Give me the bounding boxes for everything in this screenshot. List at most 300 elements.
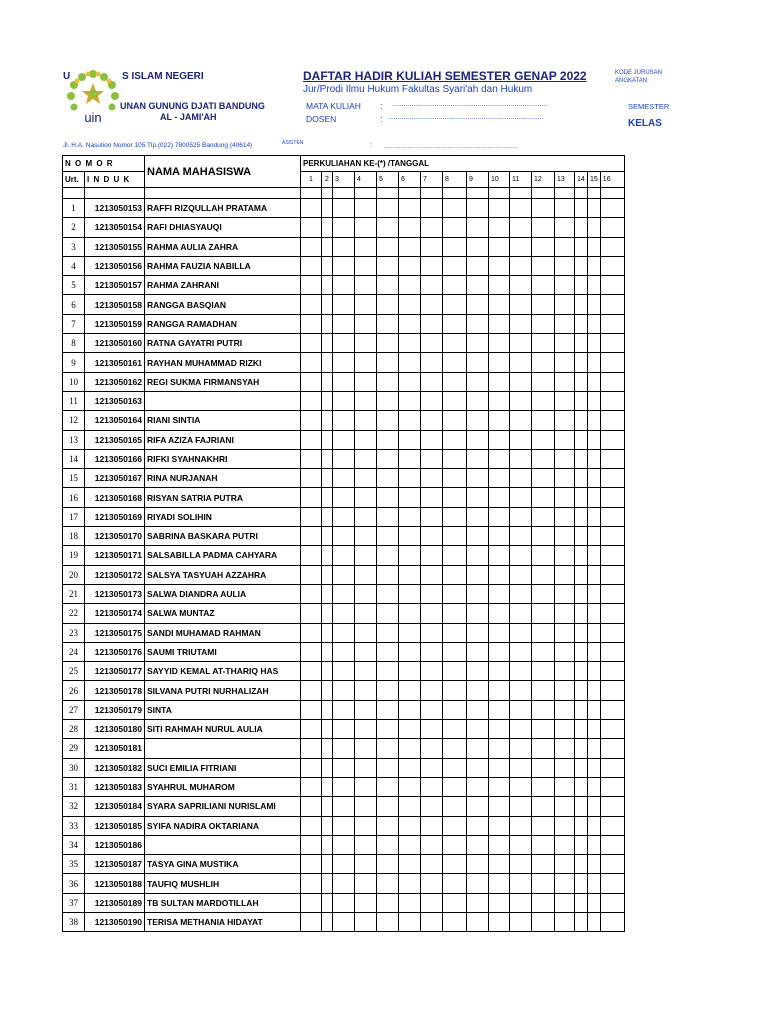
attendance-cell[interactable] bbox=[489, 276, 510, 295]
attendance-cell[interactable] bbox=[333, 623, 355, 642]
attendance-cell[interactable] bbox=[510, 488, 532, 507]
attendance-cell[interactable] bbox=[555, 565, 575, 584]
attendance-cell[interactable] bbox=[588, 353, 601, 372]
attendance-cell[interactable] bbox=[588, 507, 601, 526]
attendance-cell[interactable] bbox=[510, 372, 532, 391]
attendance-cell[interactable] bbox=[489, 797, 510, 816]
attendance-cell[interactable] bbox=[333, 758, 355, 777]
attendance-cell[interactable] bbox=[510, 758, 532, 777]
attendance-cell[interactable] bbox=[421, 411, 443, 430]
attendance-cell[interactable] bbox=[555, 314, 575, 333]
attendance-cell[interactable] bbox=[532, 199, 555, 218]
attendance-cell[interactable] bbox=[421, 565, 443, 584]
attendance-cell[interactable] bbox=[489, 334, 510, 353]
attendance-cell[interactable] bbox=[377, 256, 399, 275]
attendance-cell[interactable] bbox=[467, 681, 489, 700]
attendance-cell[interactable] bbox=[600, 642, 624, 661]
attendance-cell[interactable] bbox=[532, 874, 555, 893]
attendance-cell[interactable] bbox=[377, 604, 399, 623]
attendance-cell[interactable] bbox=[399, 565, 421, 584]
attendance-cell[interactable] bbox=[600, 623, 624, 642]
attendance-cell[interactable] bbox=[555, 912, 575, 931]
attendance-cell[interactable] bbox=[532, 449, 555, 468]
attendance-cell[interactable] bbox=[443, 777, 467, 796]
attendance-cell[interactable] bbox=[588, 893, 601, 912]
attendance-cell[interactable] bbox=[600, 488, 624, 507]
attendance-cell[interactable] bbox=[322, 777, 333, 796]
attendance-cell[interactable] bbox=[399, 527, 421, 546]
attendance-cell[interactable] bbox=[377, 449, 399, 468]
attendance-cell[interactable] bbox=[333, 430, 355, 449]
attendance-cell[interactable] bbox=[333, 295, 355, 314]
attendance-cell[interactable] bbox=[333, 199, 355, 218]
attendance-cell[interactable] bbox=[399, 256, 421, 275]
attendance-cell[interactable] bbox=[355, 565, 377, 584]
attendance-cell[interactable] bbox=[377, 276, 399, 295]
attendance-cell[interactable] bbox=[322, 604, 333, 623]
attendance-cell[interactable] bbox=[575, 391, 588, 410]
attendance-cell[interactable] bbox=[600, 681, 624, 700]
attendance-cell[interactable] bbox=[355, 430, 377, 449]
attendance-cell[interactable] bbox=[421, 256, 443, 275]
attendance-cell[interactable] bbox=[555, 835, 575, 854]
attendance-cell[interactable] bbox=[301, 758, 322, 777]
attendance-cell[interactable] bbox=[301, 546, 322, 565]
attendance-cell[interactable] bbox=[575, 758, 588, 777]
attendance-cell[interactable] bbox=[600, 276, 624, 295]
attendance-cell[interactable] bbox=[322, 488, 333, 507]
attendance-cell[interactable] bbox=[600, 912, 624, 931]
attendance-cell[interactable] bbox=[355, 372, 377, 391]
attendance-cell[interactable] bbox=[467, 565, 489, 584]
attendance-cell[interactable] bbox=[588, 739, 601, 758]
attendance-cell[interactable] bbox=[555, 874, 575, 893]
attendance-cell[interactable] bbox=[301, 912, 322, 931]
attendance-cell[interactable] bbox=[532, 295, 555, 314]
attendance-cell[interactable] bbox=[301, 681, 322, 700]
attendance-cell[interactable] bbox=[421, 662, 443, 681]
attendance-cell[interactable] bbox=[421, 816, 443, 835]
attendance-cell[interactable] bbox=[377, 411, 399, 430]
attendance-cell[interactable] bbox=[399, 893, 421, 912]
attendance-cell[interactable] bbox=[322, 912, 333, 931]
attendance-cell[interactable] bbox=[510, 334, 532, 353]
attendance-cell[interactable] bbox=[399, 855, 421, 874]
attendance-cell[interactable] bbox=[532, 758, 555, 777]
attendance-cell[interactable] bbox=[333, 469, 355, 488]
attendance-cell[interactable] bbox=[489, 449, 510, 468]
attendance-cell[interactable] bbox=[588, 276, 601, 295]
attendance-cell[interactable] bbox=[355, 662, 377, 681]
attendance-cell[interactable] bbox=[377, 797, 399, 816]
attendance-cell[interactable] bbox=[333, 334, 355, 353]
attendance-cell[interactable] bbox=[322, 314, 333, 333]
attendance-cell[interactable] bbox=[322, 237, 333, 256]
attendance-cell[interactable] bbox=[600, 430, 624, 449]
attendance-cell[interactable] bbox=[600, 604, 624, 623]
attendance-cell[interactable] bbox=[322, 855, 333, 874]
attendance-cell[interactable] bbox=[421, 797, 443, 816]
attendance-cell[interactable] bbox=[399, 835, 421, 854]
attendance-cell[interactable] bbox=[600, 411, 624, 430]
attendance-cell[interactable] bbox=[377, 623, 399, 642]
attendance-cell[interactable] bbox=[421, 739, 443, 758]
attendance-cell[interactable] bbox=[532, 797, 555, 816]
attendance-cell[interactable] bbox=[575, 546, 588, 565]
attendance-cell[interactable] bbox=[532, 739, 555, 758]
attendance-cell[interactable] bbox=[443, 276, 467, 295]
attendance-cell[interactable] bbox=[355, 199, 377, 218]
attendance-cell[interactable] bbox=[555, 893, 575, 912]
attendance-cell[interactable] bbox=[575, 739, 588, 758]
attendance-cell[interactable] bbox=[333, 816, 355, 835]
attendance-cell[interactable] bbox=[333, 739, 355, 758]
attendance-cell[interactable] bbox=[467, 912, 489, 931]
attendance-cell[interactable] bbox=[575, 835, 588, 854]
attendance-cell[interactable] bbox=[588, 372, 601, 391]
attendance-cell[interactable] bbox=[333, 681, 355, 700]
attendance-cell[interactable] bbox=[600, 835, 624, 854]
attendance-cell[interactable] bbox=[333, 777, 355, 796]
attendance-cell[interactable] bbox=[322, 449, 333, 468]
attendance-cell[interactable] bbox=[555, 546, 575, 565]
attendance-cell[interactable] bbox=[301, 276, 322, 295]
attendance-cell[interactable] bbox=[532, 700, 555, 719]
attendance-cell[interactable] bbox=[443, 874, 467, 893]
attendance-cell[interactable] bbox=[333, 584, 355, 603]
attendance-cell[interactable] bbox=[333, 391, 355, 410]
attendance-cell[interactable] bbox=[555, 218, 575, 237]
attendance-cell[interactable] bbox=[377, 874, 399, 893]
attendance-cell[interactable] bbox=[421, 295, 443, 314]
attendance-cell[interactable] bbox=[322, 218, 333, 237]
attendance-cell[interactable] bbox=[575, 527, 588, 546]
attendance-cell[interactable] bbox=[575, 681, 588, 700]
attendance-cell[interactable] bbox=[600, 662, 624, 681]
attendance-cell[interactable] bbox=[301, 623, 322, 642]
attendance-cell[interactable] bbox=[600, 218, 624, 237]
attendance-cell[interactable] bbox=[588, 449, 601, 468]
asisten-field[interactable]: ................................................................................ bbox=[384, 144, 518, 150]
attendance-cell[interactable] bbox=[443, 681, 467, 700]
attendance-cell[interactable] bbox=[600, 449, 624, 468]
attendance-cell[interactable] bbox=[467, 507, 489, 526]
attendance-cell[interactable] bbox=[355, 353, 377, 372]
attendance-cell[interactable] bbox=[322, 411, 333, 430]
attendance-cell[interactable] bbox=[467, 739, 489, 758]
attendance-cell[interactable] bbox=[467, 218, 489, 237]
attendance-cell[interactable] bbox=[301, 469, 322, 488]
attendance-cell[interactable] bbox=[588, 797, 601, 816]
attendance-cell[interactable] bbox=[399, 391, 421, 410]
attendance-cell[interactable] bbox=[467, 488, 489, 507]
attendance-cell[interactable] bbox=[588, 469, 601, 488]
attendance-cell[interactable] bbox=[333, 237, 355, 256]
attendance-cell[interactable] bbox=[555, 334, 575, 353]
attendance-cell[interactable] bbox=[399, 507, 421, 526]
attendance-cell[interactable] bbox=[355, 276, 377, 295]
attendance-cell[interactable] bbox=[600, 700, 624, 719]
attendance-cell[interactable] bbox=[421, 700, 443, 719]
attendance-cell[interactable] bbox=[377, 816, 399, 835]
attendance-cell[interactable] bbox=[443, 391, 467, 410]
attendance-cell[interactable] bbox=[421, 912, 443, 931]
attendance-cell[interactable] bbox=[322, 430, 333, 449]
attendance-cell[interactable] bbox=[421, 353, 443, 372]
attendance-cell[interactable] bbox=[555, 720, 575, 739]
attendance-cell[interactable] bbox=[510, 218, 532, 237]
attendance-cell[interactable] bbox=[489, 507, 510, 526]
attendance-cell[interactable] bbox=[322, 893, 333, 912]
attendance-cell[interactable] bbox=[322, 797, 333, 816]
attendance-cell[interactable] bbox=[575, 816, 588, 835]
attendance-cell[interactable] bbox=[555, 199, 575, 218]
attendance-cell[interactable] bbox=[555, 604, 575, 623]
attendance-cell[interactable] bbox=[355, 642, 377, 661]
attendance-cell[interactable] bbox=[555, 700, 575, 719]
attendance-cell[interactable] bbox=[588, 565, 601, 584]
attendance-cell[interactable] bbox=[489, 855, 510, 874]
attendance-cell[interactable] bbox=[575, 276, 588, 295]
attendance-cell[interactable] bbox=[555, 372, 575, 391]
attendance-cell[interactable] bbox=[301, 893, 322, 912]
dosen-field[interactable]: ................................................................................ bbox=[388, 114, 544, 121]
attendance-cell[interactable] bbox=[510, 295, 532, 314]
attendance-cell[interactable] bbox=[489, 353, 510, 372]
attendance-cell[interactable] bbox=[355, 469, 377, 488]
attendance-cell[interactable] bbox=[467, 295, 489, 314]
attendance-cell[interactable] bbox=[322, 662, 333, 681]
attendance-cell[interactable] bbox=[600, 797, 624, 816]
attendance-cell[interactable] bbox=[421, 449, 443, 468]
attendance-cell[interactable] bbox=[532, 777, 555, 796]
attendance-cell[interactable] bbox=[443, 507, 467, 526]
attendance-cell[interactable] bbox=[588, 700, 601, 719]
attendance-cell[interactable] bbox=[588, 912, 601, 931]
attendance-cell[interactable] bbox=[355, 700, 377, 719]
attendance-cell[interactable] bbox=[588, 604, 601, 623]
attendance-cell[interactable] bbox=[467, 662, 489, 681]
attendance-cell[interactable] bbox=[322, 835, 333, 854]
attendance-cell[interactable] bbox=[575, 874, 588, 893]
attendance-cell[interactable] bbox=[489, 604, 510, 623]
attendance-cell[interactable] bbox=[322, 256, 333, 275]
attendance-cell[interactable] bbox=[421, 237, 443, 256]
attendance-cell[interactable] bbox=[588, 584, 601, 603]
attendance-cell[interactable] bbox=[600, 565, 624, 584]
attendance-cell[interactable] bbox=[377, 739, 399, 758]
attendance-cell[interactable] bbox=[377, 391, 399, 410]
attendance-cell[interactable] bbox=[510, 565, 532, 584]
attendance-cell[interactable] bbox=[532, 334, 555, 353]
attendance-cell[interactable] bbox=[443, 295, 467, 314]
attendance-cell[interactable] bbox=[467, 893, 489, 912]
attendance-cell[interactable] bbox=[489, 565, 510, 584]
attendance-cell[interactable] bbox=[301, 584, 322, 603]
attendance-cell[interactable] bbox=[510, 720, 532, 739]
attendance-cell[interactable] bbox=[322, 546, 333, 565]
attendance-cell[interactable] bbox=[555, 527, 575, 546]
attendance-cell[interactable] bbox=[588, 295, 601, 314]
attendance-cell[interactable] bbox=[489, 430, 510, 449]
attendance-cell[interactable] bbox=[443, 314, 467, 333]
attendance-cell[interactable] bbox=[355, 720, 377, 739]
attendance-cell[interactable] bbox=[377, 662, 399, 681]
attendance-cell[interactable] bbox=[399, 411, 421, 430]
attendance-cell[interactable] bbox=[443, 739, 467, 758]
attendance-cell[interactable] bbox=[399, 199, 421, 218]
attendance-cell[interactable] bbox=[510, 816, 532, 835]
attendance-cell[interactable] bbox=[510, 874, 532, 893]
attendance-cell[interactable] bbox=[421, 623, 443, 642]
attendance-cell[interactable] bbox=[532, 835, 555, 854]
attendance-cell[interactable] bbox=[510, 199, 532, 218]
attendance-cell[interactable] bbox=[399, 237, 421, 256]
attendance-cell[interactable] bbox=[467, 758, 489, 777]
attendance-cell[interactable] bbox=[532, 469, 555, 488]
attendance-cell[interactable] bbox=[301, 642, 322, 661]
attendance-cell[interactable] bbox=[301, 314, 322, 333]
attendance-cell[interactable] bbox=[575, 604, 588, 623]
attendance-cell[interactable] bbox=[355, 855, 377, 874]
attendance-cell[interactable] bbox=[443, 700, 467, 719]
attendance-cell[interactable] bbox=[333, 546, 355, 565]
attendance-cell[interactable] bbox=[510, 855, 532, 874]
attendance-cell[interactable] bbox=[489, 584, 510, 603]
attendance-cell[interactable] bbox=[322, 565, 333, 584]
attendance-cell[interactable] bbox=[377, 237, 399, 256]
attendance-cell[interactable] bbox=[600, 584, 624, 603]
attendance-cell[interactable] bbox=[532, 411, 555, 430]
attendance-cell[interactable] bbox=[588, 662, 601, 681]
attendance-cell[interactable] bbox=[510, 623, 532, 642]
attendance-cell[interactable] bbox=[355, 218, 377, 237]
attendance-cell[interactable] bbox=[333, 353, 355, 372]
attendance-cell[interactable] bbox=[588, 835, 601, 854]
attendance-cell[interactable] bbox=[333, 372, 355, 391]
attendance-cell[interactable] bbox=[377, 546, 399, 565]
attendance-cell[interactable] bbox=[355, 739, 377, 758]
attendance-cell[interactable] bbox=[443, 855, 467, 874]
attendance-cell[interactable] bbox=[600, 739, 624, 758]
attendance-cell[interactable] bbox=[600, 469, 624, 488]
attendance-cell[interactable] bbox=[467, 430, 489, 449]
attendance-cell[interactable] bbox=[399, 546, 421, 565]
attendance-cell[interactable] bbox=[532, 565, 555, 584]
attendance-cell[interactable] bbox=[575, 797, 588, 816]
attendance-cell[interactable] bbox=[555, 777, 575, 796]
attendance-cell[interactable] bbox=[467, 623, 489, 642]
attendance-cell[interactable] bbox=[377, 353, 399, 372]
attendance-cell[interactable] bbox=[443, 353, 467, 372]
attendance-cell[interactable] bbox=[588, 623, 601, 642]
attendance-cell[interactable] bbox=[355, 295, 377, 314]
attendance-cell[interactable] bbox=[322, 276, 333, 295]
attendance-cell[interactable] bbox=[575, 353, 588, 372]
attendance-cell[interactable] bbox=[355, 816, 377, 835]
attendance-cell[interactable] bbox=[322, 507, 333, 526]
attendance-cell[interactable] bbox=[555, 681, 575, 700]
attendance-cell[interactable] bbox=[489, 681, 510, 700]
attendance-cell[interactable] bbox=[588, 642, 601, 661]
attendance-cell[interactable] bbox=[555, 816, 575, 835]
attendance-cell[interactable] bbox=[600, 353, 624, 372]
attendance-cell[interactable] bbox=[575, 295, 588, 314]
attendance-cell[interactable] bbox=[322, 874, 333, 893]
attendance-cell[interactable] bbox=[467, 584, 489, 603]
attendance-cell[interactable] bbox=[489, 623, 510, 642]
attendance-cell[interactable] bbox=[355, 623, 377, 642]
attendance-cell[interactable] bbox=[532, 720, 555, 739]
attendance-cell[interactable] bbox=[355, 604, 377, 623]
attendance-cell[interactable] bbox=[355, 681, 377, 700]
attendance-cell[interactable] bbox=[322, 372, 333, 391]
attendance-cell[interactable] bbox=[377, 893, 399, 912]
attendance-cell[interactable] bbox=[301, 295, 322, 314]
attendance-cell[interactable] bbox=[600, 758, 624, 777]
attendance-cell[interactable] bbox=[421, 758, 443, 777]
attendance-cell[interactable] bbox=[575, 700, 588, 719]
attendance-cell[interactable] bbox=[588, 430, 601, 449]
attendance-cell[interactable] bbox=[399, 874, 421, 893]
attendance-cell[interactable] bbox=[467, 449, 489, 468]
attendance-cell[interactable] bbox=[555, 642, 575, 661]
attendance-cell[interactable] bbox=[377, 642, 399, 661]
attendance-cell[interactable] bbox=[588, 777, 601, 796]
attendance-cell[interactable] bbox=[532, 546, 555, 565]
attendance-cell[interactable] bbox=[377, 488, 399, 507]
attendance-cell[interactable] bbox=[399, 469, 421, 488]
attendance-cell[interactable] bbox=[510, 469, 532, 488]
attendance-cell[interactable] bbox=[301, 334, 322, 353]
attendance-cell[interactable] bbox=[355, 797, 377, 816]
attendance-cell[interactable] bbox=[333, 565, 355, 584]
attendance-cell[interactable] bbox=[575, 237, 588, 256]
attendance-cell[interactable] bbox=[489, 739, 510, 758]
attendance-cell[interactable] bbox=[421, 777, 443, 796]
attendance-cell[interactable] bbox=[510, 912, 532, 931]
attendance-cell[interactable] bbox=[575, 662, 588, 681]
attendance-cell[interactable] bbox=[399, 353, 421, 372]
attendance-cell[interactable] bbox=[489, 777, 510, 796]
attendance-cell[interactable] bbox=[510, 797, 532, 816]
attendance-cell[interactable] bbox=[333, 488, 355, 507]
attendance-cell[interactable] bbox=[301, 218, 322, 237]
attendance-cell[interactable] bbox=[588, 237, 601, 256]
attendance-cell[interactable] bbox=[421, 584, 443, 603]
attendance-cell[interactable] bbox=[467, 372, 489, 391]
attendance-cell[interactable] bbox=[510, 237, 532, 256]
attendance-cell[interactable] bbox=[467, 411, 489, 430]
attendance-cell[interactable] bbox=[575, 912, 588, 931]
attendance-cell[interactable] bbox=[555, 430, 575, 449]
attendance-cell[interactable] bbox=[421, 835, 443, 854]
attendance-cell[interactable] bbox=[510, 739, 532, 758]
attendance-cell[interactable] bbox=[467, 546, 489, 565]
attendance-cell[interactable] bbox=[443, 449, 467, 468]
attendance-cell[interactable] bbox=[555, 584, 575, 603]
attendance-cell[interactable] bbox=[532, 604, 555, 623]
attendance-cell[interactable] bbox=[575, 314, 588, 333]
attendance-cell[interactable] bbox=[467, 334, 489, 353]
attendance-cell[interactable] bbox=[301, 739, 322, 758]
attendance-cell[interactable] bbox=[377, 700, 399, 719]
attendance-cell[interactable] bbox=[575, 218, 588, 237]
attendance-cell[interactable] bbox=[399, 218, 421, 237]
attendance-cell[interactable] bbox=[443, 835, 467, 854]
attendance-cell[interactable] bbox=[600, 295, 624, 314]
attendance-cell[interactable] bbox=[467, 816, 489, 835]
